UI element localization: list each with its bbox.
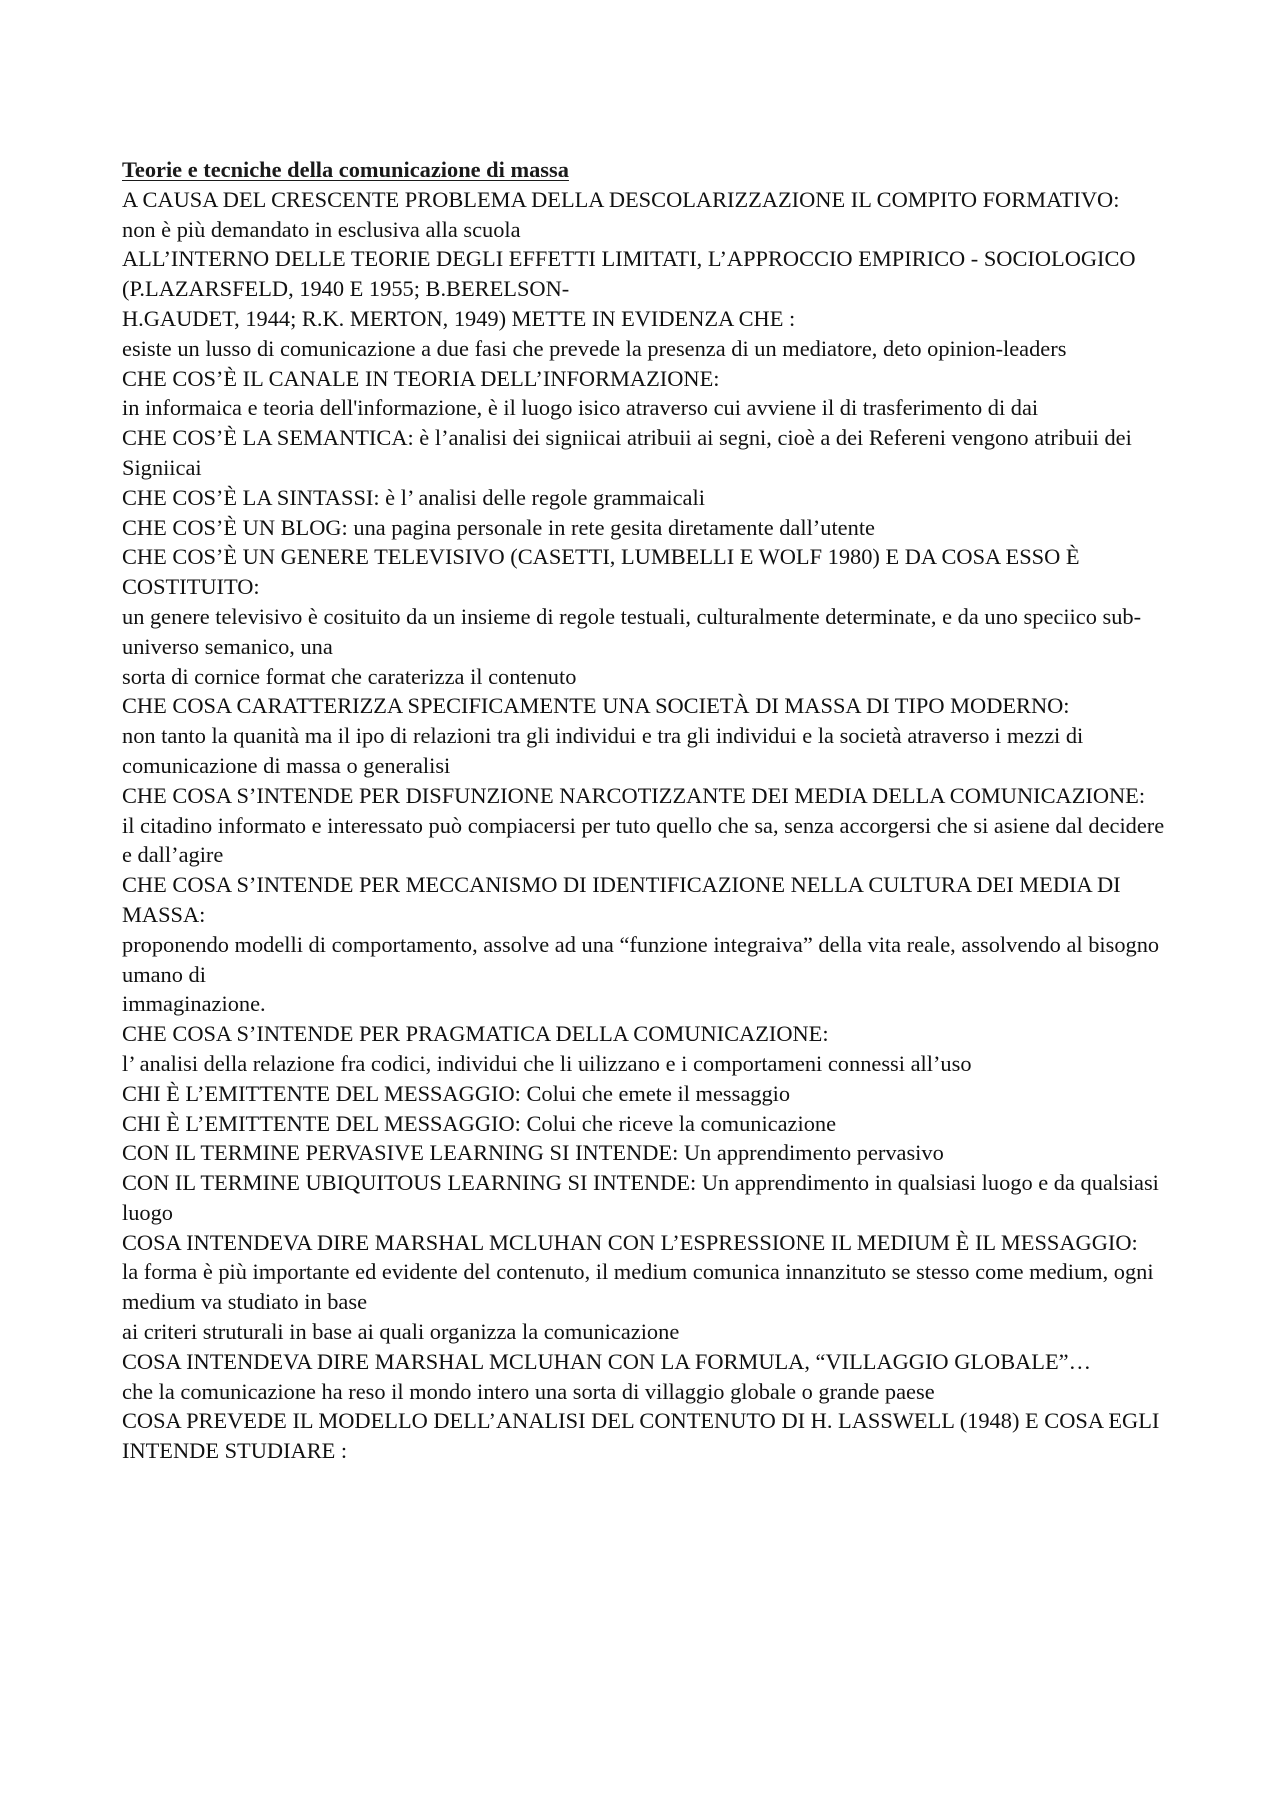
text-line: CHE COS’È UN GENERE TELEVISIVO (CASETTI, LUMBELLI E WOLF 1980) E DA COSA ESSO È COSTITUITO: — [122, 544, 1080, 600]
text-line: esiste un lusso di comunicazione a due fasi che prevede la presenza di un mediatore, deto opinion-leaders — [122, 335, 1067, 361]
text-line: CHE COS’È LA SEMANTICA: è l’analisi dei signiicai atribuii ai segni, cioè a dei Refereni vengono atribuii dei Signiicai — [122, 425, 1132, 480]
text-line: ALL’INTERNO DELLE TEORIE DEGLI EFFETTI LIMITATI, L’APPROCCIO EMPIRICO - SOCIOLOGICO (P.LAZARSFELD, 1940 E 1955; B.BERELSON- — [122, 246, 1136, 302]
text-line: A CAUSA DEL CRESCENTE PROBLEMA DELLA DESCOLARIZZAZIONE IL COMPITO FORMATIVO: — [122, 186, 1120, 212]
text-line: non è più demandato in esclusiva alla scuola — [122, 216, 521, 242]
text-line: il citadino informato e interessato può compiacersi per tuto quello che sa, senza accorgersi che si asiene dal decidere e dall’agire — [122, 812, 1165, 868]
text-line: CHI È L’EMITTENTE DEL MESSAGGIO: Colui che emete il messaggio — [122, 1080, 791, 1106]
text-line: in informaica e teoria dell'informazione, è il luogo isico atraverso cui avviene il di trasferimento di dai — [122, 395, 1039, 421]
text-line: CON IL TERMINE PERVASIVE LEARNING SI INTENDE: Un apprendimento pervasivo — [122, 1140, 944, 1166]
text-line: CHE COS’È IL CANALE IN TEORIA DELL’INFORMAZIONE: — [122, 365, 720, 391]
text-line: sorta di cornice format che caraterizza il contenuto — [122, 663, 577, 689]
text-line: CHE COSA CARATTERIZZA SPECIFICAMENTE UNA SOCIETÀ DI MASSA DI TIPO MODERNO: — [122, 693, 1070, 719]
text-line: COSA PREVEDE IL MODELLO DELL’ANALISI DEL CONTENUTO DI H. LASSWELL (1948) E COSA EGLI INTENDE STUDIARE : — [122, 1408, 1160, 1464]
text-line: CHE COSA S’INTENDE PER PRAGMATICA DELLA COMUNICAZIONE: — [122, 1021, 829, 1047]
text-line: ai criteri struturali in base ai quali organizza la comunicazione — [122, 1319, 680, 1345]
document-body — [122, 155, 1172, 1466]
text-line: che la comunicazione ha reso il mondo intero una sorta di villaggio globale o grande paese — [122, 1378, 935, 1404]
text-line: CON IL TERMINE UBIQUITOUS LEARNING SI INTENDE: Un apprendimento in qualsiasi luogo e da qualsiasi luogo — [122, 1170, 1159, 1225]
text-line: immaginazione. — [122, 991, 266, 1017]
text-line: non tanto la quanità ma il ipo di relazioni tra gli individui e tra gli individui e la società atraverso i mezzi di comunicazione di massa o generalisi — [122, 723, 1084, 778]
text-line: COSA INTENDEVA DIRE MARSHAL MCLUHAN CON L’ESPRESSIONE IL MEDIUM È IL MESSAGGIO: — [122, 1229, 1138, 1255]
text-line: proponendo modelli di comportamento, assolve ad una “funzione integraiva” della vita reale, assolvendo al bisogno umano di — [122, 931, 1160, 987]
text-line: un genere televisivo è cosituito da un insieme di regole testuali, culturalmente determinate, e da uno speciico sub-universo semanico, una — [122, 603, 1142, 659]
text-line: COSA INTENDEVA DIRE MARSHAL MCLUHAN CON LA FORMULA, “VILLAGGIO GLOBALE”… — [122, 1348, 1091, 1374]
document-title: Teorie e tecniche della comunicazione di massa — [122, 157, 569, 182]
text-line: CHE COSA S’INTENDE PER DISFUNZIONE NARCOTIZZANTE DEI MEDIA DELLA COMUNICAZIONE: — [122, 782, 1146, 808]
text-line: CHI È L’EMITTENTE DEL MESSAGGIO: Colui che riceve la comunicazione — [122, 1110, 837, 1136]
text-line: CHE COSA S’INTENDE PER MECCANISMO DI IDENTIFICAZIONE NELLA CULTURA DEI MEDIA DI MASSA: — [122, 872, 1121, 927]
text-line: l’ analisi della relazione fra codici, individui che li uilizzano e i comportameni connessi all’uso — [122, 1050, 972, 1076]
text-line: la forma è più importante ed evidente del contenuto, il medium comunica innanzituto se stesso come medium, ogni medium va studiato in base — [122, 1259, 1154, 1315]
text-line: H.GAUDET, 1944; R.K. MERTON, 1949) METTE IN EVIDENZA CHE : — [122, 305, 796, 331]
text-line: CHE COS’È LA SINTASSI: è l’ analisi delle regole grammaicali — [122, 484, 705, 510]
text-line: CHE COS’È UN BLOG: una pagina personale in rete gesita diretamente dall’utente — [122, 514, 875, 540]
